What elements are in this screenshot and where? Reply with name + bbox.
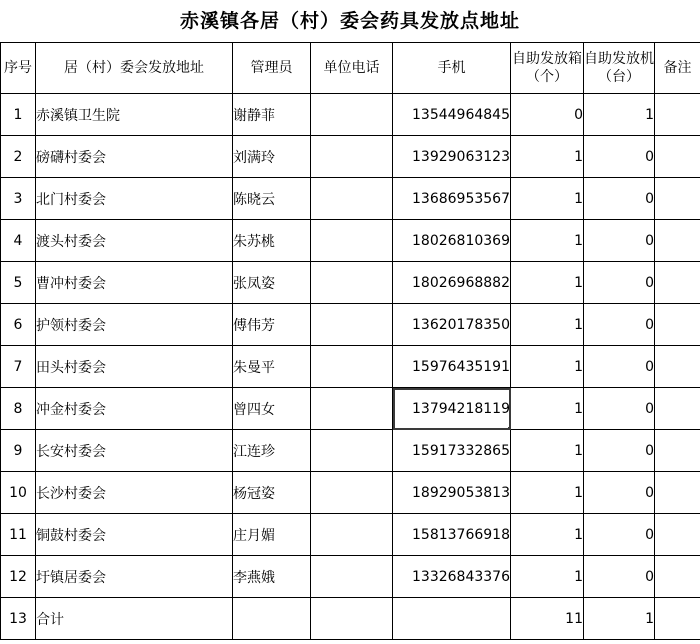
cell-machine[interactable]: 0 [584, 220, 655, 262]
cell-phone[interactable] [311, 556, 393, 598]
table-row [1, 514, 700, 556]
cell-box[interactable]: 1 [511, 262, 584, 304]
cell-manager[interactable]: 刘满玲 [233, 136, 311, 178]
cell-remark[interactable] [655, 556, 700, 598]
cell-phone[interactable] [311, 94, 393, 136]
cell-index[interactable]: 6 [1, 304, 36, 346]
cell-address[interactable]: 合计 [36, 598, 233, 640]
cell-index[interactable]: 11 [1, 514, 36, 556]
cell-machine[interactable]: 1 [584, 598, 655, 640]
cell-phone[interactable] [311, 220, 393, 262]
table-row [1, 598, 700, 640]
cell-address[interactable]: 赤溪镇卫生院 [36, 94, 233, 136]
cell-box[interactable]: 1 [511, 430, 584, 472]
cell-manager[interactable]: 李燕娥 [233, 556, 311, 598]
cell-mobile[interactable]: 15813766918 [393, 514, 511, 556]
cell-box[interactable]: 1 [511, 346, 584, 388]
cell-manager[interactable]: 曾四女 [233, 388, 311, 430]
cell-manager[interactable]: 江连珍 [233, 430, 311, 472]
cell-box[interactable]: 1 [511, 472, 584, 514]
table-row [1, 94, 700, 136]
cell-address[interactable]: 曹冲村委会 [36, 262, 233, 304]
header-phone[interactable]: 单位电话 [311, 43, 393, 94]
cell-address[interactable]: 长安村委会 [36, 430, 233, 472]
cell-manager[interactable]: 朱曼平 [233, 346, 311, 388]
cell-box[interactable]: 1 [511, 388, 584, 430]
cell-mobile[interactable]: 13326843376 [393, 556, 511, 598]
cell-index[interactable]: 9 [1, 430, 36, 472]
table-row [1, 430, 700, 472]
cell-box[interactable]: 0 [511, 94, 584, 136]
cell-remark[interactable] [655, 94, 700, 136]
cell-manager[interactable]: 傅伟芳 [233, 304, 311, 346]
cell-machine[interactable]: 0 [584, 556, 655, 598]
cell-index[interactable]: 1 [1, 94, 36, 136]
cell-mobile[interactable]: 15917332865 [393, 430, 511, 472]
cell-phone[interactable] [311, 472, 393, 514]
table-body [1, 94, 700, 640]
cell-remark[interactable] [655, 598, 700, 640]
cell-manager[interactable]: 杨冠姿 [233, 472, 311, 514]
cell-box[interactable]: 1 [511, 556, 584, 598]
cell-index[interactable]: 5 [1, 262, 36, 304]
cell-address[interactable]: 长沙村委会 [36, 472, 233, 514]
cell-machine[interactable]: 0 [584, 388, 655, 430]
cell-index[interactable]: 13 [1, 598, 36, 640]
cell-mobile[interactable]: 13544964845 [393, 94, 511, 136]
cell-remark[interactable] [655, 304, 700, 346]
cell-address[interactable]: 铜鼓村委会 [36, 514, 233, 556]
cell-manager[interactable]: 张凤姿 [233, 262, 311, 304]
cell-manager[interactable] [233, 598, 311, 640]
cell-remark[interactable] [655, 178, 700, 220]
cell-manager[interactable]: 朱苏桃 [233, 220, 311, 262]
table-row [1, 220, 700, 262]
header-mobile[interactable]: 手机 [393, 43, 511, 94]
cell-address[interactable]: 磅礴村委会 [36, 136, 233, 178]
cell-machine[interactable]: 0 [584, 514, 655, 556]
table-row [1, 262, 700, 304]
cell-phone[interactable] [311, 262, 393, 304]
cell-mobile[interactable]: 13794218119 [393, 388, 511, 430]
cell-phone[interactable] [311, 346, 393, 388]
cell-address[interactable]: 北门村委会 [36, 178, 233, 220]
cell-mobile[interactable]: 15976435191 [393, 346, 511, 388]
header-machine[interactable]: 自助发放机（台） [584, 43, 655, 94]
cell-remark[interactable] [655, 430, 700, 472]
distribution-points-table [0, 42, 700, 640]
cell-machine[interactable]: 1 [584, 94, 655, 136]
cell-box[interactable]: 1 [511, 178, 584, 220]
cell-machine[interactable]: 0 [584, 346, 655, 388]
cell-mobile[interactable]: 18929053813 [393, 472, 511, 514]
cell-machine[interactable]: 0 [584, 136, 655, 178]
cell-remark[interactable] [655, 346, 700, 388]
cell-box[interactable]: 1 [511, 220, 584, 262]
cell-remark[interactable] [655, 220, 700, 262]
cell-address[interactable]: 田头村委会 [36, 346, 233, 388]
cell-remark[interactable] [655, 262, 700, 304]
cell-index[interactable]: 4 [1, 220, 36, 262]
table-row [1, 472, 700, 514]
cell-machine[interactable]: 0 [584, 262, 655, 304]
header-box[interactable]: 自助发放箱（个） [511, 43, 584, 94]
table-row [1, 346, 700, 388]
cell-manager[interactable]: 陈晓云 [233, 178, 311, 220]
header-manager[interactable]: 管理员 [233, 43, 311, 94]
cell-phone[interactable] [311, 178, 393, 220]
cell-box[interactable]: 1 [511, 514, 584, 556]
cell-remark[interactable] [655, 472, 700, 514]
cell-phone[interactable] [311, 388, 393, 430]
cell-box[interactable]: 11 [511, 598, 584, 640]
cell-address[interactable]: 护领村委会 [36, 304, 233, 346]
table-row [1, 178, 700, 220]
cell-mobile[interactable]: 13620178350 [393, 304, 511, 346]
table-row [1, 388, 700, 430]
cell-machine[interactable]: 0 [584, 178, 655, 220]
header-index[interactable]: 序号 [1, 43, 36, 94]
table-row [1, 556, 700, 598]
cell-index[interactable]: 3 [1, 178, 36, 220]
cell-box[interactable]: 1 [511, 136, 584, 178]
cell-manager[interactable]: 谢静菲 [233, 94, 311, 136]
table-row [1, 136, 700, 178]
cell-mobile[interactable]: 18026810369 [393, 220, 511, 262]
cell-manager[interactable]: 庄月媚 [233, 514, 311, 556]
cell-address[interactable]: 圩镇居委会 [36, 556, 233, 598]
cell-index[interactable]: 12 [1, 556, 36, 598]
header-address[interactable]: 居（村）委会发放地址 [36, 43, 233, 94]
cell-address[interactable]: 渡头村委会 [36, 220, 233, 262]
cell-mobile[interactable]: 13686953567 [393, 178, 511, 220]
cell-index[interactable]: 10 [1, 472, 36, 514]
cell-address[interactable]: 冲金村委会 [36, 388, 233, 430]
cell-machine[interactable]: 0 [584, 304, 655, 346]
cell-remark[interactable] [655, 136, 700, 178]
cell-mobile[interactable]: 18026968882 [393, 262, 511, 304]
cell-phone[interactable] [311, 430, 393, 472]
cell-phone[interactable] [311, 514, 393, 556]
cell-phone[interactable] [311, 304, 393, 346]
cell-machine[interactable]: 0 [584, 472, 655, 514]
cell-index[interactable]: 2 [1, 136, 36, 178]
cell-box[interactable]: 1 [511, 304, 584, 346]
cell-index[interactable]: 8 [1, 388, 36, 430]
header-row [1, 43, 700, 94]
table-row [1, 304, 700, 346]
cell-phone[interactable] [311, 598, 393, 640]
header-remark[interactable]: 备注 [655, 43, 700, 94]
cell-mobile[interactable]: 13929063123 [393, 136, 511, 178]
cell-remark[interactable] [655, 388, 700, 430]
cell-phone[interactable] [311, 136, 393, 178]
cell-mobile[interactable] [393, 598, 511, 640]
cell-machine[interactable]: 0 [584, 430, 655, 472]
cell-remark[interactable] [655, 514, 700, 556]
cell-index[interactable]: 7 [1, 346, 36, 388]
sheet-title: 赤溪镇各居（村）委会药具发放点地址 [179, 10, 520, 32]
